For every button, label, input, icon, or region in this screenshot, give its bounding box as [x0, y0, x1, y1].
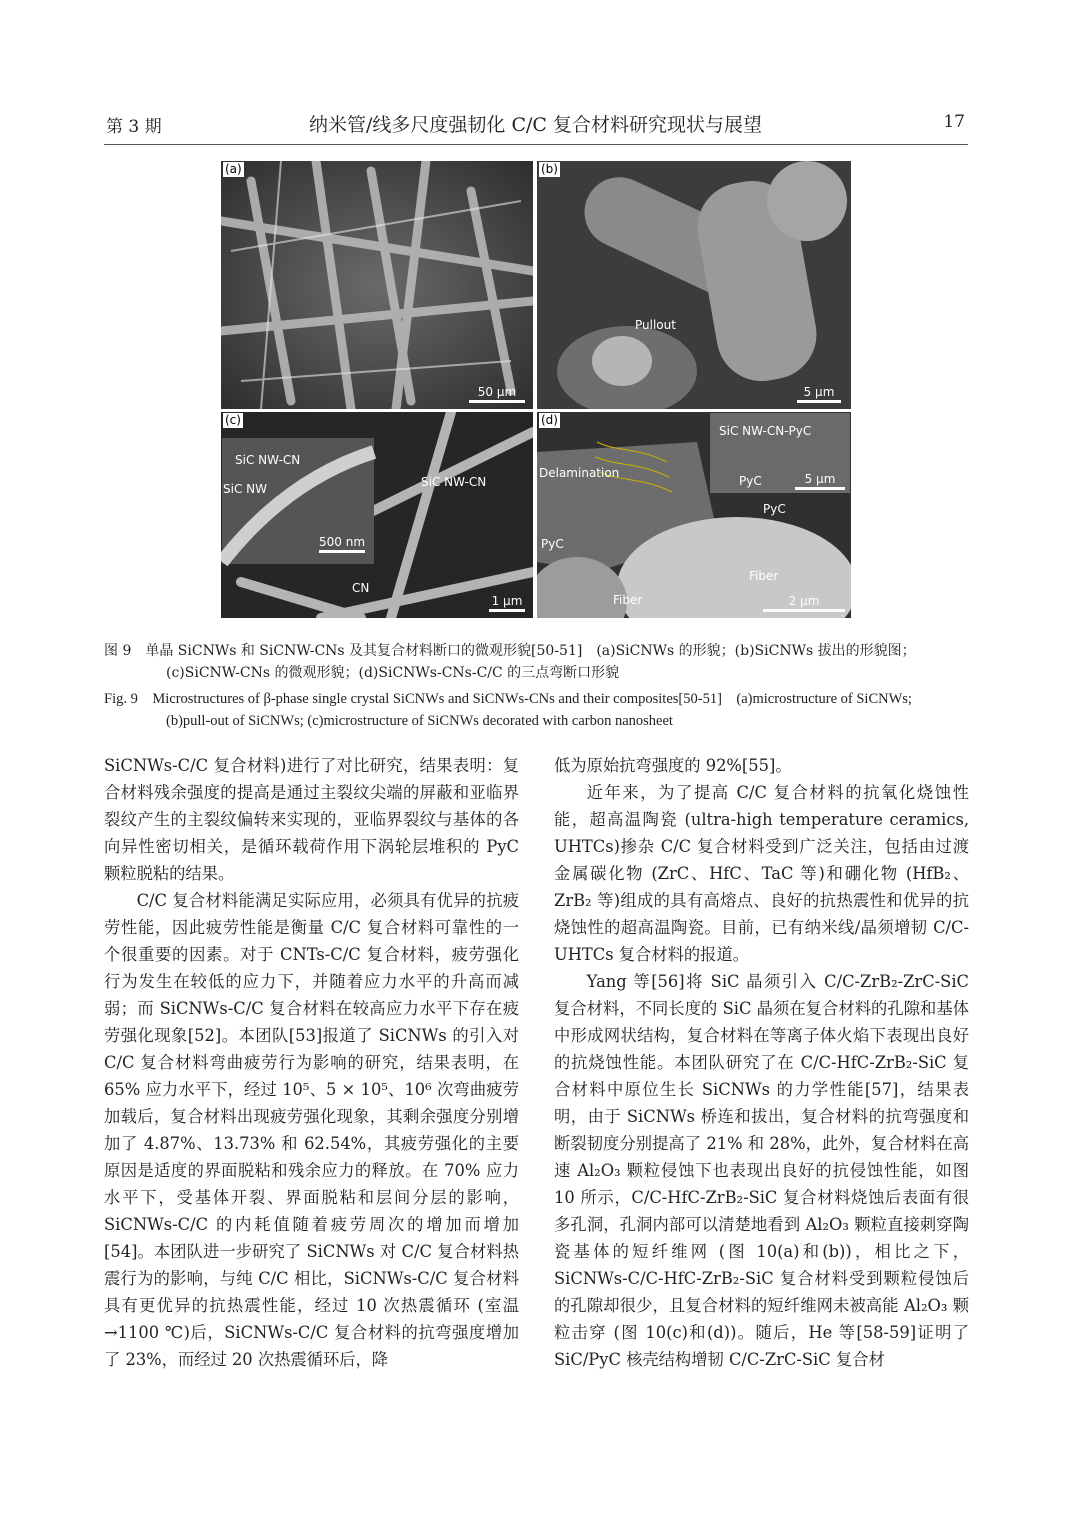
pullout-annotation: Pullout: [635, 318, 676, 332]
panel-d-annotation-6: Fiber: [749, 569, 779, 583]
journal-issue: 第 3 期: [106, 117, 162, 137]
panel-d-scale-text: 2 μm: [788, 594, 820, 608]
right-column: [554, 752, 969, 1373]
right-paragraph-3: Yang 等[56]将 SiC 晶须引入 C/C-ZrB₂-ZrC-SiC 复合材料，不同长度的 SiC 晶须在复合材料的孔隙和基体中形成网状结构，复合材料在等离子体火焰下表现出良好的抗烧蚀性能。本团队研究了在 C/C-HfC-ZrB₂-SiC 复合材料中原位生长 SiCNWs 的力学性能[57]，结果表明，由于 SiCNWs 桥连和拔出，复合材料的抗弯强度和断裂韧度分别提高了 21% 和 28%，此外，复合材料在高速 Al₂O₃ 颗粒侵蚀下也表现出良好的抗侵蚀性能，如图 10 所示，C/C-HfC-ZrB₂-SiC 复合材料烧蚀后表面有很多孔洞，孔洞内部可以清楚地看到 Al₂O₃ 颗粒直接刺穿陶瓷基体的短纤维网 (图 10(a)和(b))，相比之下，SiCNWs-C/C-HfC-ZrB₂-SiC 复合材料受到颗粒侵蚀后的孔隙却很少，且复合材料的短纤维网未被高能 Al₂O₃ 颗粒击穿 (图 10(c)和(d))。随后，He 等[58-59]证明了 SiC/PyC 核壳结构增韧 C/C-ZrC-SiC 复合材: [554, 972, 969, 1369]
panel-c-image: [221, 412, 533, 618]
panel-a-image: [221, 161, 533, 409]
panel-d-annotation-3: Delamination: [539, 466, 620, 480]
panel-a-scale-text: 50 μm: [477, 385, 517, 399]
caption-en-line-1: Fig. 9 Microstructures of β-phase single crystal SiCNWs and SiCNWs-CNs and their composites[50-51] (a)microstructure of SiCNWs;: [104, 691, 912, 707]
panel-c-annotation-2: SiC NW: [223, 482, 267, 496]
panel-c-scale-bar: [489, 594, 525, 612]
panel-d-label: (d): [541, 413, 558, 427]
caption-en-line-2: (b)pull-out of SiCNWs; (c)microstructure of SiCNWs decorated with carbon nanosheet: [166, 713, 673, 729]
panel-d-micrograph: [537, 412, 851, 618]
left-paragraph-1: SiCNWs-C/C 复合材料)进行了对比研究，结果表明：复合材料残余强度的提高是通过主裂纹尖端的屏蔽和亚临界裂纹产生的主裂纹偏转来实现的，亚临界裂纹与基体的各向异性密切相关，是循环载荷作用下涡轮层堆积的 PyC 颗粒脱粘的结果。: [104, 756, 519, 883]
figure-caption-zh: [104, 640, 974, 684]
panel-d-inset-scale-bar: [795, 472, 845, 490]
panel-b-scale-bar: [797, 385, 841, 403]
panel-a-label: (a): [225, 162, 242, 176]
running-title: 纳米管/线多尺度强韧化 C/C 复合材料研究现状与展望: [309, 114, 762, 136]
panel-d-annotation-1: SiC NW-CN-PyC: [719, 424, 812, 438]
panel-c-annotation-3: SiC NW-CN: [421, 475, 487, 489]
figure-caption-en: [104, 688, 974, 732]
panel-c-inset-scale-bar: [319, 535, 365, 553]
page-number: 17: [943, 112, 965, 132]
panel-c-annotation-4: CN: [352, 581, 370, 595]
right-paragraph-1: 低为原始抗弯强度的 92%[55]。: [554, 756, 792, 775]
panel-d-annotation-7: Fiber: [613, 593, 643, 607]
panel-c-annotation-1: SiC NW-CN: [235, 453, 301, 467]
panel-a-scale-bar: [469, 385, 525, 403]
panel-d-annotation-5: PyC: [541, 537, 564, 551]
right-paragraph-2: 近年来，为了提高 C/C 复合材料的抗氧化烧蚀性能，超高温陶瓷 (ultra-high temperature ceramics, UHTCs)掺杂 C/C 复合材料受到广泛关注，包括由过渡金属碳化物 (ZrC、HfC、TaC 等)和硼化物 (HfB₂、ZrB₂ 等)组成的具有高熔点、良好的抗热震性和优异的抗烧蚀性的超高温陶瓷。目前，已有纳米线/晶须增韧 C/C-UHTCs 复合材料的报道。: [554, 783, 969, 964]
left-column: [104, 752, 519, 1373]
panel-b-scale-text: 5 μm: [803, 385, 835, 399]
panel-d-image: [537, 412, 851, 618]
panel-c-scale-text: 1 μm: [491, 594, 523, 608]
panel-b-image: [537, 161, 851, 409]
panel-b-label: (b): [541, 162, 558, 176]
panel-c-micrograph: [221, 412, 533, 618]
panel-a-micrograph: [221, 161, 533, 409]
panel-c-inset-scale-text: 500 nm: [319, 535, 366, 549]
panel-c-label: (c): [225, 413, 241, 427]
panel-d-scale-bar: [763, 594, 845, 612]
panel-d-annotation-4: PyC: [763, 502, 786, 516]
panel-b-micrograph: [537, 161, 851, 409]
left-paragraph-2: C/C 复合材料能满足实际应用，必须具有优异的抗疲劳性能，因此疲劳性能是衡量 C/C 复合材料可靠性的一个很重要的因素。对于 CNTs-C/C 复合材料，疲劳强化行为发生在较低的应力下，并随着应力水平的升高而减弱；而 SiCNWs-C/C 复合材料在较高应力水平下存在疲劳强化现象[52]。本团队[53]报道了 SiCNWs 的引入对 C/C 复合材料弯曲疲劳行为影响的研究，结果表明，在 65% 应力水平下，经过 10⁵、5 × 10⁵、10⁶ 次弯曲疲劳加载后，复合材料出现疲劳强化现象，其剩余强度分别增加了 4.87%、13.73% 和 62.54%，其疲劳强化的主要原因是适度的界面脱粘和残余应力的释放。在 70% 应力水平下，受基体开裂、界面脱粘和层间分层的影响，SiCNWs-C/C 的内耗值随着疲劳周次的增加而增加[54]。本团队进一步研究了 SiCNWs 对 C/C 复合材料热震行为的影响，与纯 C/C 相比，SiCNWs-C/C 复合材料具有更优异的抗热震性能，经过 10 次热震循环 (室温→1100 ℃)后，SiCNWs-C/C 复合材料的抗弯强度增加了 23%，而经过 20 次热震循环后，降: [104, 891, 519, 1369]
header-rule: [104, 144, 968, 145]
caption-zh-line-1: 图 9 单晶 SiCNWs 和 SiCNW-CNs 及其复合材料断口的微观形貌[50-51] (a)SiCNWs 的形貌；(b)SiCNWs 拔出的形貌图；: [104, 643, 916, 659]
panel-d-inset-scale-text: 5 μm: [804, 472, 836, 486]
caption-zh-line-2: (c)SiCNW-CNs 的微观形貌；(d)SiCNWs-CNs-C/C 的三点弯断口形貌: [166, 665, 620, 681]
panel-d-annotation-2: PyC: [739, 474, 762, 488]
figure-9: [221, 161, 851, 618]
